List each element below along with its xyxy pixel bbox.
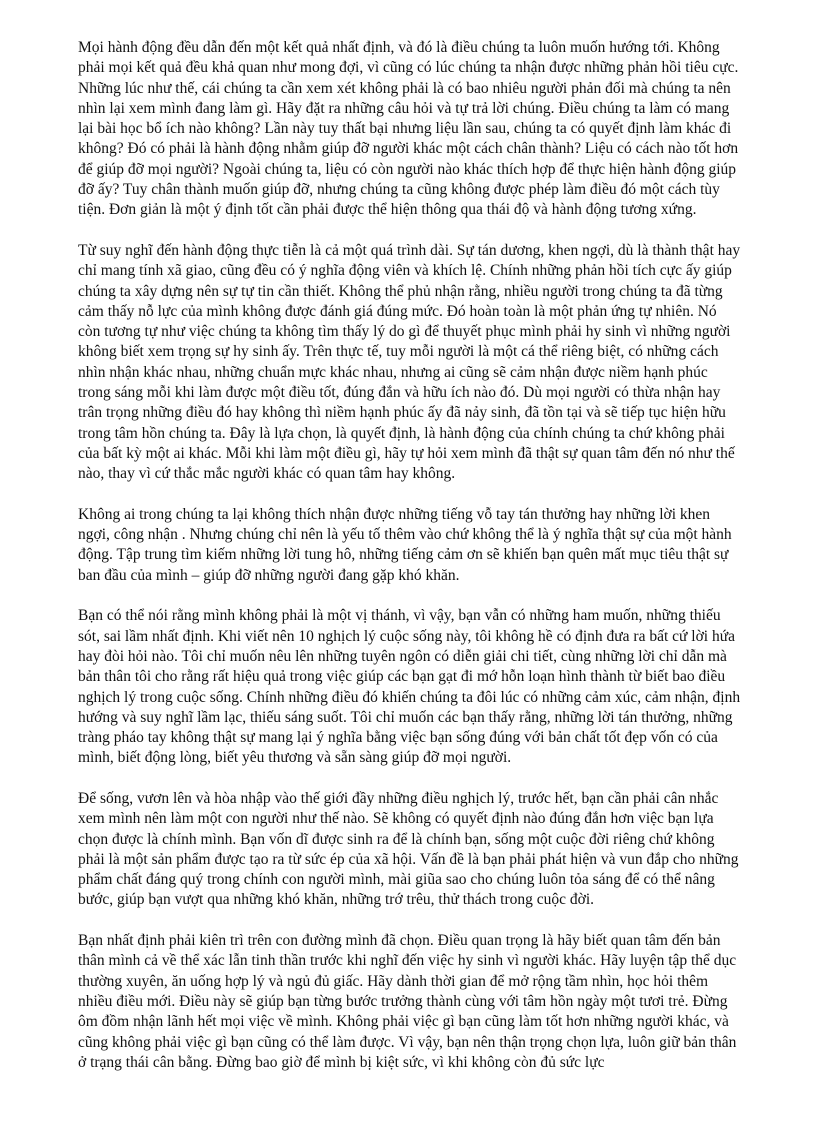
paragraph-5: Để sống, vươn lên và hòa nhập vào thế giới đầy những điều nghịch lý, trước hết, bạn cần phải cân nhắc xem mình nên làm một con người như thế nào. Sẽ không có quyết định nào đúng đắn hơn việc bạn lựa chọn được là chính mình. Bạn vốn dĩ được sinh ra để là chính bạn, sống một cuộc đời riêng chứ không phải là một sản phẩm được tạo ra từ sức ép của xã hội. Vấn đề là bạn phải phát hiện và vun đắp cho những phẩm chất đáng quý trong chính con người mình, mài giũa sao cho chúng luôn tỏa sáng để có thể nâng bước, giúp bạn vượt qua những khó khăn, những trớ trêu, thử thách trong cuộc đời. <box>78 789 739 909</box>
paragraph-6: Bạn nhất định phải kiên trì trên con đường mình đã chọn. Điều quan trọng là hãy biết quan tâm đến bản thân mình cả về thể xác lẫn tinh thần trước khi nghĩ đến việc hy sinh vì người khác. Hãy luyện tập thể dục thường xuyên, ăn uống hợp lý và ngủ đủ giấc. Hãy dành thời gian để mở rộng tầm nhìn, học hỏi thêm nhiều điều mới. Điều này sẽ giúp bạn từng bước trưởng thành cùng với tâm hồn ngày một tươi trẻ. Đừng ôm đồm nhận lãnh hết mọi việc về mình. Không phải việc gì bạn cũng làm tốt hơn những người khác, và cũng không phải việc gì bạn cũng có thể làm được. Vì vậy, bạn nên thận trọng chọn lựa, luôn giữ bản thân ở trạng thái cân bằng. Đừng bao giờ để mình bị kiệt sức, vì khi không còn đủ sức lực <box>78 932 737 1071</box>
paragraph-1: Mọi hành động đều dẫn đến một kết quả nhất định, và đó là điều chúng ta luôn muốn hướng tới. Không phải mọi kết quả đều khả quan như mong đợi, vì cũng có lúc chúng ta nhận được những phản hồi tiêu cực. Những lúc như thế, cái chúng ta cần xem xét không phải là có bao nhiêu người phản đối mà chúng ta nên nhìn lại xem mình đang làm gì. Hãy đặt ra những câu hỏi và tự trả lời chúng. Điều chúng ta làm có mang lại bài học bổ ích nào không? Lần này tuy thất bại nhưng liệu lần sau, chúng ta có quyết định làm khác đi không? Đó có phải là hành động nhằm giúp đỡ người khác một cách chân thành? Liệu có cách nào tốt hơn để giúp đỡ mọi người? Ngoài chúng ta, liệu có còn người nào khác thích hợp để thực hiện hành động giúp đỡ ấy? Tuy chân thành muốn giúp đỡ, nhưng chúng ta cũng không được phép làm điều đó một cách tùy tiện. Đơn giản là một ý định tốt cần phải được thể hiện thông qua thái độ và hành động tương xứng. <box>78 39 739 219</box>
paragraph-4: Bạn có thể nói rằng mình không phải là một vị thánh, vì vậy, bạn vẫn có những ham muốn, những thiếu sót, sai lầm nhất định. Khi viết nên 10 nghịch lý cuộc sống này, tôi không hề có định đưa ra bất cứ lời hứa hay đòi hỏi nào. Tôi chỉ muốn nêu lên những tuyên ngôn có diễn giải chi tiết, cùng những lời chỉ dẫn mà bản thân tôi cho rằng rất hiệu quả trong việc giúp các bạn gạt đi mớ hỗn loạn hình thành từ biết bao điều nghịch lý trong cuộc sống. Chính những điều đó khiến chúng ta đôi lúc có những cảm xúc, cảm nhận, định hướng và suy nghĩ lầm lạc, thiếu sáng suốt. Tôi chỉ muốn các bạn thấy rằng, những lời tán thưởng, những tràng pháo tay không thật sự mang lại ý nghĩa bằng việc bạn sống đúng với bản chất tốt đẹp vốn có của mình, biết động lòng, biết yêu thương và sẵn sàng giúp đỡ mọi người. <box>78 607 741 767</box>
document-page <box>78 38 742 1093</box>
paragraph-3: Không ai trong chúng ta lại không thích nhận được những tiếng vỗ tay tán thưởng hay những lời khen ngợi, công nhận . Nhưng chúng chỉ nên là yếu tố thêm vào chứ không thể là ý nghĩa thật sự của một hành động. Tập trung tìm kiếm những lời tung hô, những tiếng cảm ơn sẽ khiến bạn quên mất mục tiêu thật sự ban đầu của mình – giúp đỡ những người đang gặp khó khăn. <box>78 505 732 584</box>
paragraph-2: Từ suy nghĩ đến hành động thực tiễn là cả một quá trình dài. Sự tán dương, khen ngợi, dù là thành thật hay chỉ mang tính xã giao, cũng đều có ý nghĩa động viên và khích lệ. Chính những phản hồi tích cực ấy giúp chúng ta xây dựng nên sự tự tin cần thiết. Không thể phủ nhận rằng, nhiều người trong chúng ta đã từng cảm thấy nỗ lực của mình không được đánh giá đúng mức. Đó hoàn toàn là một phản ứng tự nhiên. Nó còn tương tự như việc chúng ta không tìm thấy lý do gì để thuyết phục mình phải hy sinh vì những người không biết xem trọng sự hy sinh ấy. Trên thực tế, tuy mỗi người là một cá thể riêng biệt, có những cách nhìn nhận khác nhau, những chuẩn mực khác nhau, nhưng ai cũng sẽ cảm nhận được niềm hạnh phúc trong sáng mỗi khi làm được một điều tốt, đúng đắn và hữu ích nào đó. Dù mọi người có thừa nhận hay trân trọng những điều đó hay không thì niềm hạnh phúc ấy đã nảy sinh, đã tồn tại và sẽ tiếp tục hiện hữu trong tâm hồn chúng ta. Đây là lựa chọn, là quyết định, là hành động của chính chúng ta chứ không phải của bất kỳ một ai khác. Mỗi khi làm một điều gì, hãy tự hỏi xem mình đã thật sự quan tâm đến nó như thế nào, thay vì cứ thắc mắc người khác có quan tâm hay không. <box>78 241 741 483</box>
